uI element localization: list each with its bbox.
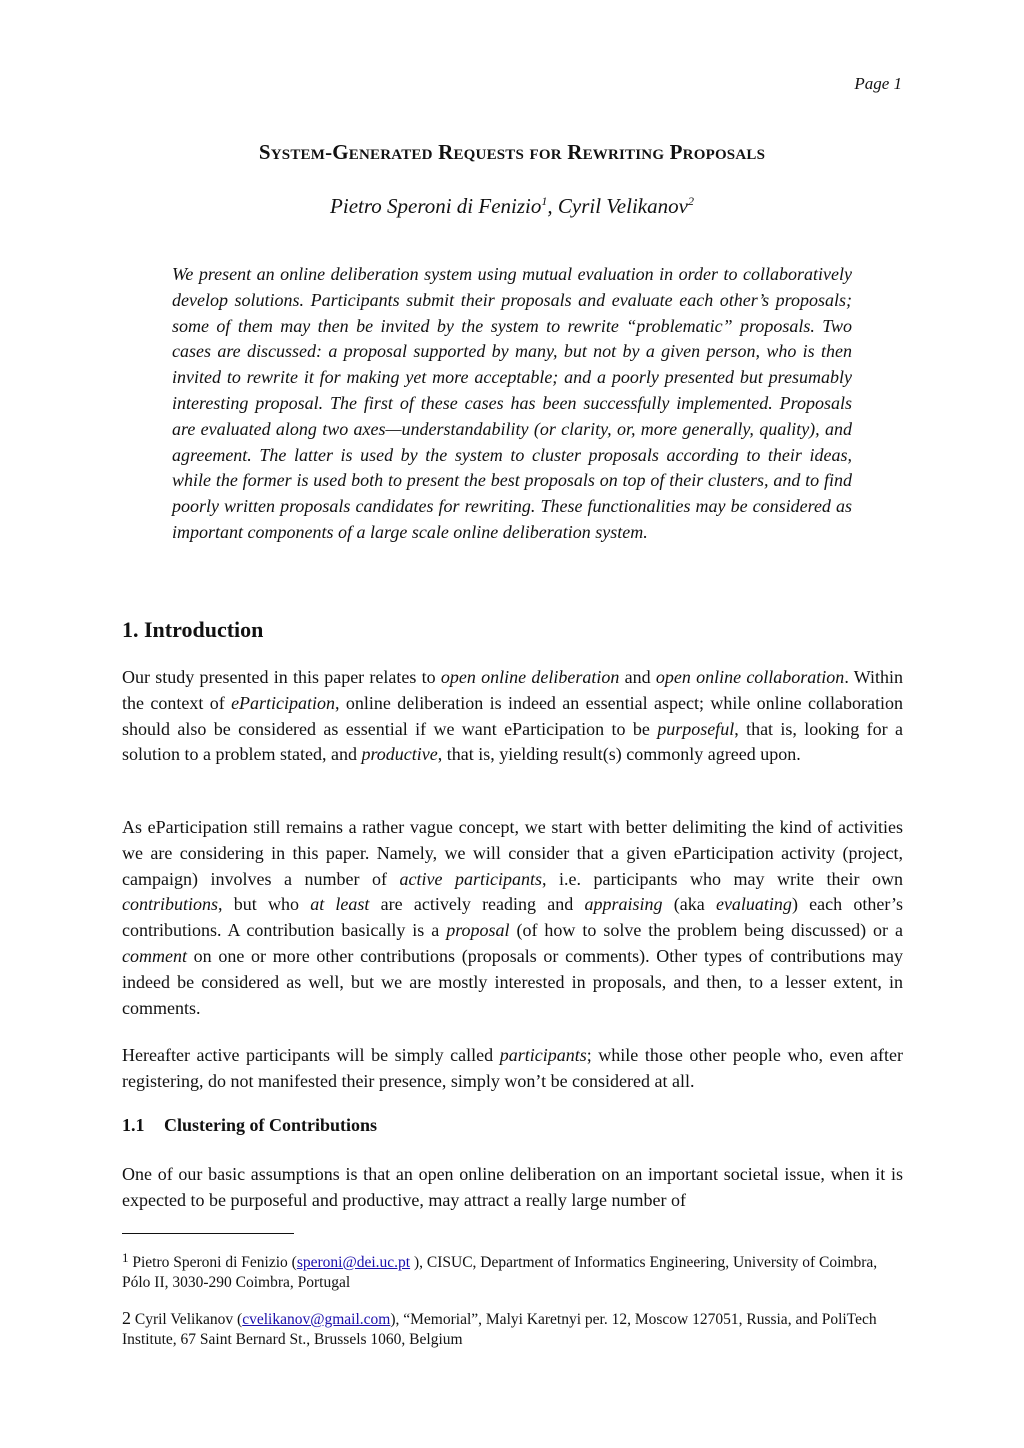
emphasis: contributions — [122, 894, 219, 915]
emphasis: proposal — [446, 920, 510, 941]
email-link-speroni[interactable]: speroni@dei.uc.pt — [296, 1254, 411, 1271]
emphasis: productive — [361, 744, 438, 765]
emphasis: active participants — [399, 868, 542, 889]
text-run: on one or more other contributions (proposals or comments). Other types of contributions may indeed be considered as well, but we are mostly interested in proposals, and then, to a lesser extent, in comments. — [122, 945, 903, 1018]
intro-paragraph-3 — [122, 1043, 903, 1095]
text-run: , but who — [218, 894, 311, 915]
subsection-title: Clustering of Contributions — [164, 1115, 378, 1135]
text-run: As eParticipation still remains a rather vague concept, we start with better delimiting the kind of activities we are considering in this paper. Namely, we will consider that a given eParticipation activity (project, campaign) involves a number of — [122, 817, 903, 889]
text-run: , that is, looking for a solution to a problem stated, and — [122, 718, 903, 765]
text-run: . Within the context of — [122, 667, 904, 713]
footnote-2 — [122, 1308, 903, 1350]
author-separator: , — [547, 194, 558, 218]
abstract: We present an online deliberation system using mutual evaluation in order to collaboratively develop solutions. Participants submit their proposals and evaluate each other’s proposals; some of them may then be invited by the system to rewrite “problematic” proposals. Two cases are discussed: a proposal supported by many, but not by a given person, who is then invited to rewrite it for making yet more acceptable; and a poorly presented but presumably interesting proposal. The first of these cases has been successfully implemented. Proposals are evaluated along two axes—understandability (or clarity, or, more generally, quality), and agreement. The latter is used by the system to cluster proposals according to their ideas, while the former is used both to present the best proposals on top of their clusters, and to find poorly written proposals candidates for rewriting. These functionalities may be considered as important components of a large scale online deliberation system. — [172, 264, 852, 542]
text-run: (of how to solve the problem being discussed) or a — [509, 920, 903, 941]
author-1: Pietro Speroni di Fenizio — [330, 194, 542, 218]
paper-title: System-Generated Requests for Rewriting Proposals — [258, 140, 766, 164]
emphasis: eParticipation — [231, 692, 336, 713]
clustering-paragraph-1: One of our basic assumptions is that an open online deliberation on an important societal issue, when it is expected to be purposeful and productive, may attract a really large number of — [122, 1164, 903, 1210]
email-link-velikanov[interactable]: cvelikanov@gmail.com — [242, 1311, 391, 1328]
emphasis: open online collaboration — [655, 667, 845, 687]
section-heading-introduction: 1. Introduction — [122, 617, 264, 642]
emphasis: comment — [122, 945, 187, 966]
text-run: , that is, yielding result(s) commonly agreed upon. — [437, 744, 801, 765]
text-run: are actively reading and — [369, 894, 585, 915]
text-run: ; while those other people who, even after registering, do not manifested their presence, simply won’t be considered at all. — [122, 1045, 903, 1091]
author-2: Cyril Velikanov — [557, 194, 688, 218]
emphasis: appraising — [584, 894, 663, 915]
footnote-divider — [122, 1233, 294, 1234]
author-1-footnote-ref[interactable]: 1 — [541, 194, 548, 208]
text-run: , i.e. participants who may write their own — [542, 868, 904, 889]
text-run: Cyril Velikanov ( — [131, 1311, 243, 1328]
text-run: ), CISUC, Department of Informatics Engineering, University of Coimbra, Pólo II, 3030-290 Coimbra, Portugal — [122, 1254, 878, 1291]
text-run: Our study presented in this paper relates to — [122, 667, 441, 687]
author-line — [0, 194, 1024, 219]
text-run: ) each other’s contributions. A contribution basically is a — [122, 894, 904, 941]
footnote-1 — [122, 1248, 903, 1293]
emphasis: open online deliberation — [440, 667, 620, 687]
subsection-heading-clustering — [122, 1115, 377, 1136]
text-run: and — [619, 667, 656, 687]
intro-paragraph-2 — [122, 815, 903, 1021]
author-2-footnote-ref[interactable]: 2 — [687, 194, 694, 208]
text-run: , online deliberation is indeed an essential aspect; while online collaboration should also be considered as essential if we want eParticipation to be — [122, 692, 903, 739]
text-run: Pietro Speroni di Fenizio ( — [128, 1254, 297, 1271]
emphasis: purposeful — [657, 718, 735, 739]
text-run: ), “Memorial”, Malyi Karetnyi per. 12, Moscow 127051, Russia, and PoliTech Institute, 67 Saint Bernard St., Brussels 1060, Belgium — [122, 1311, 877, 1348]
text-run: (aka — [662, 894, 716, 915]
emphasis: at least — [310, 894, 370, 915]
text-run: Hereafter active participants will be simply called — [122, 1045, 500, 1065]
subsection-number: 1.1 — [122, 1115, 145, 1135]
page-number: Page 1 — [854, 74, 902, 93]
footnote-1-mark: 1 — [122, 1250, 129, 1265]
footnote-2-mark: 2 — [122, 1308, 131, 1328]
emphasis: evaluating — [715, 894, 792, 915]
intro-paragraph-1 — [122, 665, 903, 768]
emphasis: participants — [499, 1045, 587, 1065]
